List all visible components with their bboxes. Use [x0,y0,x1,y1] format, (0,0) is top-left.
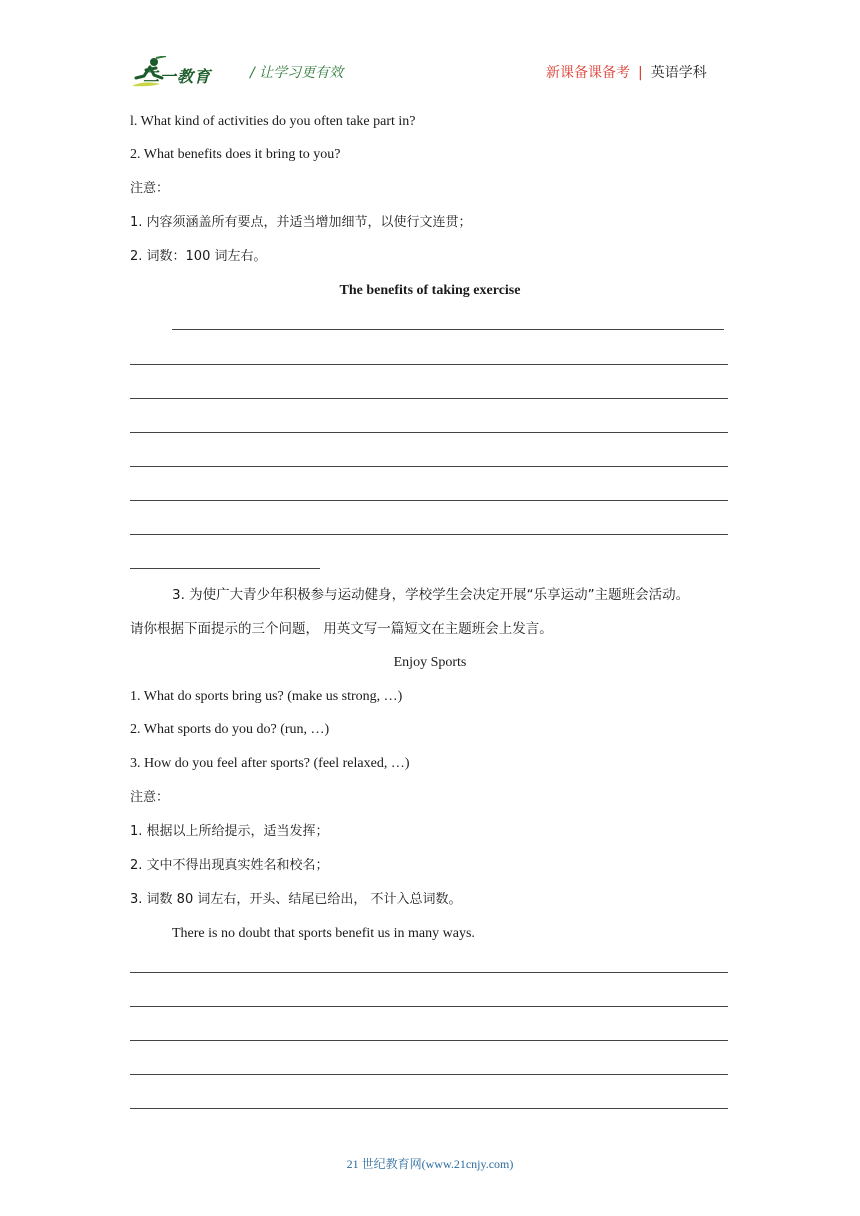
writing-line [130,364,728,365]
note-1: 1. 内容须涵盖所有要点，并适当增加细节，以使行文连贯； [130,215,472,230]
question-1: 1. What do sports bring us? (make us strong, …) [130,689,403,704]
essay-title: Enjoy Sports [393,655,467,670]
writing-line [130,568,320,569]
writing-line [130,500,728,501]
note-label: 注意： [130,790,170,805]
writing-line [130,1074,728,1075]
header-separator: | [638,65,643,81]
writing-line [130,534,728,535]
note-2: 2. 词数：100 词左右。 [130,249,267,264]
task-3-intro-line-1: 3. 为使广大青少年积极参与运动健身，学校学生会决定开展“乐享运动”主题班会活动。 [172,587,690,603]
note-2: 2. 文中不得出现真实姓名和校名； [130,858,329,873]
writing-line [130,1040,728,1041]
header-category-1: 新课备课备考 [546,65,630,81]
writing-line [130,1006,728,1007]
writing-line [130,972,728,973]
note-1: 1. 根据以上所给提示，适当发挥； [130,824,329,839]
question-1: l. What kind of activities do you often take part in? [130,114,416,129]
opening-sentence: There is no doubt that sports benefit us in many ways. [172,926,475,941]
header-categories [546,62,707,82]
essay-title: The benefits of taking exercise [339,283,521,298]
writing-line [130,398,728,399]
task-3-intro-line-2: 请你根据下面提示的三个问题， 用英文写一篇短文在主题班会上发言。 [130,621,553,637]
writing-line [172,329,724,330]
question-3: 3. How do you feel after sports? (feel relaxed, …) [130,756,410,771]
note-3: 3. 词数 80 词左右，开头、结尾已给出， 不计入总词数。 [130,892,462,907]
writing-line [130,466,728,467]
writing-line [130,1108,728,1109]
question-2: 2. What sports do you do? (run, …) [130,722,330,737]
footer-source: 21 世纪教育网(www.21cnjy.com) [346,1157,514,1171]
slogan: / 让学习更有效 [250,65,344,81]
writing-line [130,432,728,433]
header-category-2: 英语学科 [650,65,707,81]
brand-name: 二一教育 [143,67,212,86]
question-2: 2. What benefits does it bring to you? [130,147,341,162]
note-label: 注意： [130,181,170,196]
